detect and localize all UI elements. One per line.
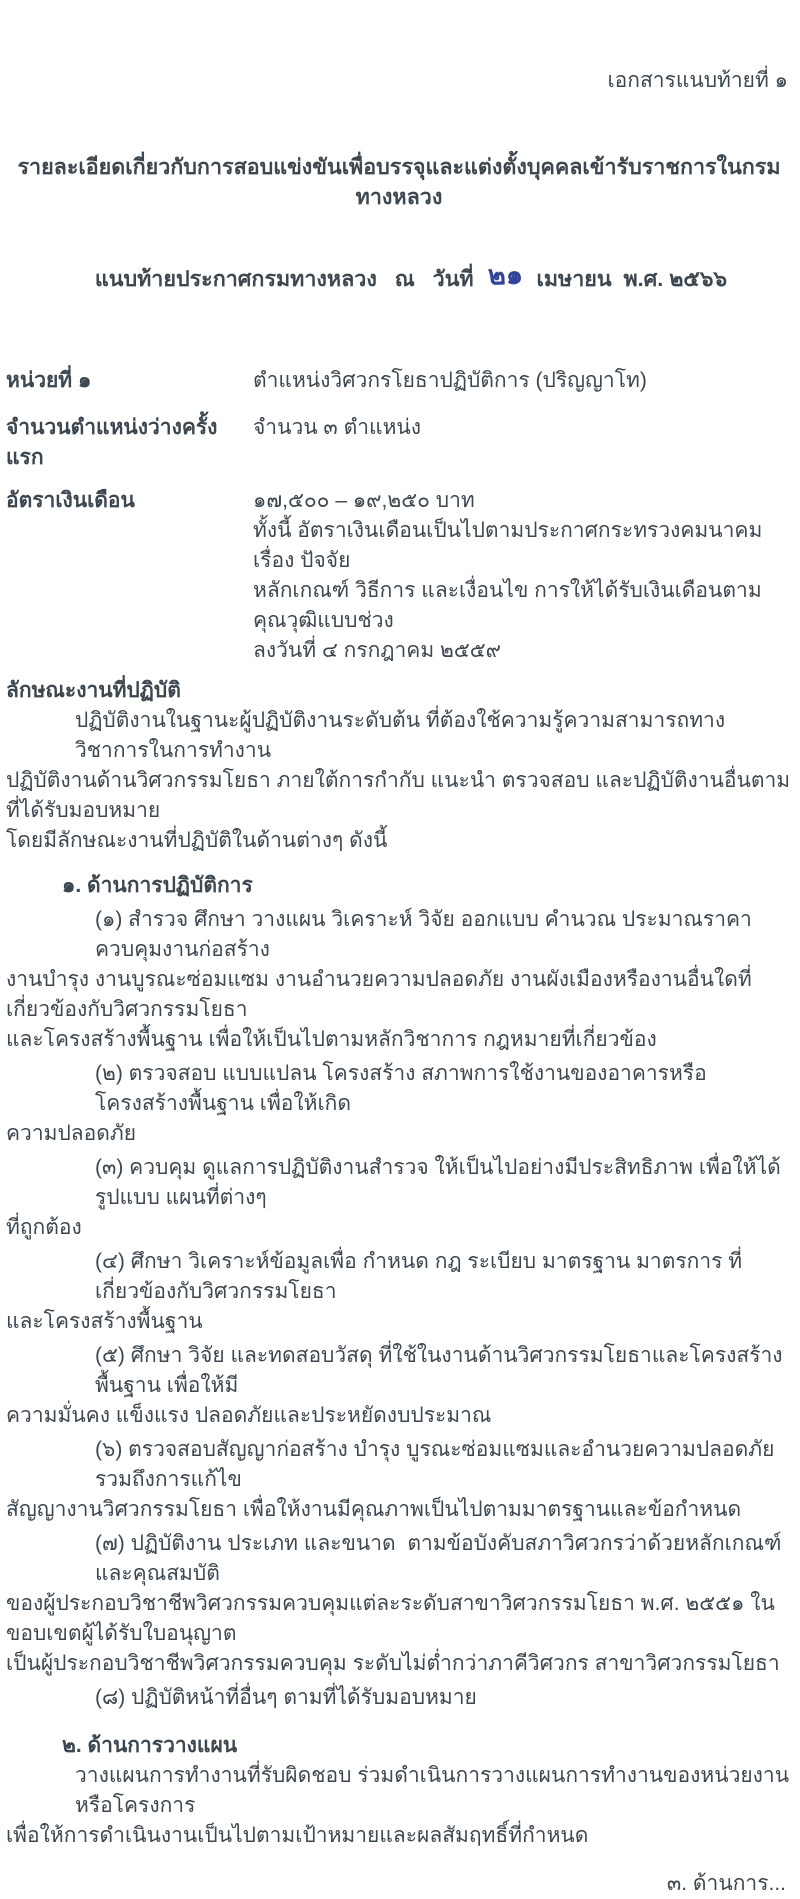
section-heading: ลักษณะงานที่ปฏิบัติ: [6, 679, 181, 702]
page-continuation-mark: ๓. ด้านการ...: [666, 1872, 786, 1895]
field-value-vacancies: จำนวน ๓ ตำแหน่ง: [253, 416, 422, 439]
text-line: ปฏิบัติงานในฐานะผู้ปฏิบัติงานระดับต้น ที่ต้องใช้ความรู้ความสามารถทางวิชาการในการทำงาน: [75, 709, 726, 762]
text-line: (๗) ปฏิบัติงาน ประเภท และขนาด ตามข้อบังคับสภาวิศวกรว่าด้วยหลักเกณฑ์และคุณสมบัติ: [95, 1532, 782, 1585]
text-line: และโครงสร้างพื้นฐาน: [6, 1310, 203, 1333]
text-line: โดยมีลักษณะงานที่ปฏิบัติในด้านต่างๆ ดังนี้: [6, 829, 388, 852]
salary-note-line3: ลงวันที่ ๔ กรกฎาคม ๒๕๕๙: [253, 639, 502, 662]
section-0: [6, 676, 792, 856]
text-line: วางแผนการทำงานที่รับผิดชอบ ร่วมดำเนินการวางแผนการทำงานของหน่วยงานหรือโครงการ: [75, 1764, 790, 1817]
text-line: (๔) ศึกษา วิเคราะห์ข้อมูลเพื่อ กำหนด กฎ ระเบียบ มาตรฐาน มาตรการ ที่เกี่ยวข้องกับวิศวกรรมโยธา: [95, 1250, 743, 1303]
text-line: งานบำรุง งานบูรณะซ่อมแซม งานอำนวยความปลอดภัย งานผังเมืองหรืองานอื่นใดที่เกี่ยวข้องกับวิศวกรรมโยธา: [6, 968, 752, 1021]
section-heading: ๑. ด้านการปฏิบัติการ: [62, 874, 253, 897]
text-line: (๕) ศึกษา วิจัย และทดสอบวัสดุ ที่ใช้ในงานด้านวิศวกรรมโยธาและโครงสร้างพื้นฐาน เพื่อให้มี: [95, 1344, 783, 1397]
text-line: (๑) สำรวจ ศึกษา วางแผน วิเคราะห์ วิจัย ออกแบบ คำนวณ ประมาณราคา ควบคุมงานก่อสร้าง: [95, 908, 758, 961]
text-line: ของผู้ประกอบวิชาชีพวิศวกรรมควบคุมแต่ละระดับสาขาวิศวกรรมโยธา พ.ศ. ๒๕๕๑ ในขอบเขตผู้ได้รับใบอนุญาต: [6, 1592, 775, 1645]
field-value-salary: ๑๗,๕๐๐ – ๑๙,๒๕๐ บาท: [253, 489, 475, 512]
section-2: [6, 1731, 792, 1851]
text-line: สัญญางานวิศวกรรมโยธา เพื่อให้งานมีคุณภาพเป็นไปตามมาตรฐานและข้อกำหนด: [6, 1498, 742, 1521]
text-line: ความปลอดภัย: [6, 1122, 137, 1145]
text-line: (๖) ตรวจสอบสัญญาก่อสร้าง บำรุง บูรณะซ่อมแซมและอำนวยความปลอดภัย รวมถึงการแก้ไข: [95, 1438, 781, 1491]
text-line: เป็นผู้ประกอบวิชาชีพวิศวกรรมควบคุม ระดับไม่ต่ำกว่าภาคีวิศวกร สาขาวิศวกรรมโยธา: [6, 1652, 780, 1675]
field-label-salary: อัตราเงินเดือน: [6, 489, 135, 512]
text-line: เพื่อให้การดำเนินงานเป็นไปตามเป้าหมายและผลสัมฤทธิ์ที่กำหนด: [6, 1824, 589, 1847]
field-row-salary: [6, 486, 792, 666]
text-line: (๓) ควบคุม ดูแลการปฏิบัติงานสำรวจ ให้เป็นไปอย่างมีประสิทธิภาพ เพื่อให้ได้รูปแบบ แผนที่ต่างๆ: [95, 1156, 781, 1209]
field-label-vacancies: จำนวนตำแหน่งว่างครั้งแรก: [6, 416, 218, 469]
field-row-vacancies: [6, 413, 792, 473]
salary-note-line2: หลักเกณฑ์ วิธีการ และเงื่อนไข การให้ได้รับเงินเดือนตามคุณวุฒิแบบช่วง: [253, 579, 762, 632]
text-line: ปฏิบัติงานด้านวิศวกรรมโยธา ภายใต้การกำกับ แนะนำ ตรวจสอบ และปฏิบัติงานอื่นตามที่ได้รับมอบหมาย: [6, 769, 791, 822]
section-heading: ๒. ด้านการวางแผน: [62, 1734, 238, 1757]
text-line: และโครงสร้างพื้นฐาน เพื่อให้เป็นไปตามหลักวิชาการ กฎหมายที่เกี่ยวข้อง: [6, 1028, 657, 1051]
title-line2-suffix: เมษายน พ.ศ. ๒๕๖๖: [536, 267, 727, 291]
field-label-unit: หน่วยที่ ๑: [6, 369, 92, 392]
section-1: [6, 871, 792, 1713]
document-title-line1: รายละเอียดเกี่ยวกับการสอบแข่งขันเพื่อบรรจุและแต่งตั้งบุคคลเข้ารับราชการในกรมทางหลวง: [17, 155, 781, 209]
text-line: (๒) ตรวจสอบ แบบแปลน โครงสร้าง สภาพการใช้งานของอาคารหรือโครงสร้างพื้นฐาน เพื่อให้เกิด: [95, 1062, 707, 1115]
field-row-unit: [6, 366, 792, 396]
summary-fields: [6, 366, 792, 666]
title-line2-prefix: แนบท้ายประกาศกรมทางหลวง ณ วันที่: [94, 267, 474, 291]
text-line: (๘) ปฏิบัติหน้าที่อื่นๆ ตามที่ได้รับมอบหมาย: [95, 1686, 477, 1709]
document-title-line2: [6, 228, 792, 330]
field-value-position: ตำแหน่งวิศวกรโยธาปฏิบัติการ (ปริญญาโท): [253, 369, 647, 392]
salary-note-line1: ทั้งนี้ อัตราเงินเดือนเป็นไปตามประกาศกระทรวงคมนาคม เรื่อง ปัจจัย: [253, 519, 763, 572]
field-value-salary-block: [253, 486, 792, 666]
text-line: ที่ถูกต้อง: [6, 1216, 82, 1239]
text-line: ความมั่นคง แข็งแรง ปลอดภัยและประหยัดงบประมาณ: [6, 1404, 492, 1427]
document-body: [6, 676, 792, 1851]
attachment-corner-label: เอกสารแนบท้ายที่ ๑: [607, 69, 788, 92]
handwritten-day: ๒๑: [487, 259, 523, 291]
